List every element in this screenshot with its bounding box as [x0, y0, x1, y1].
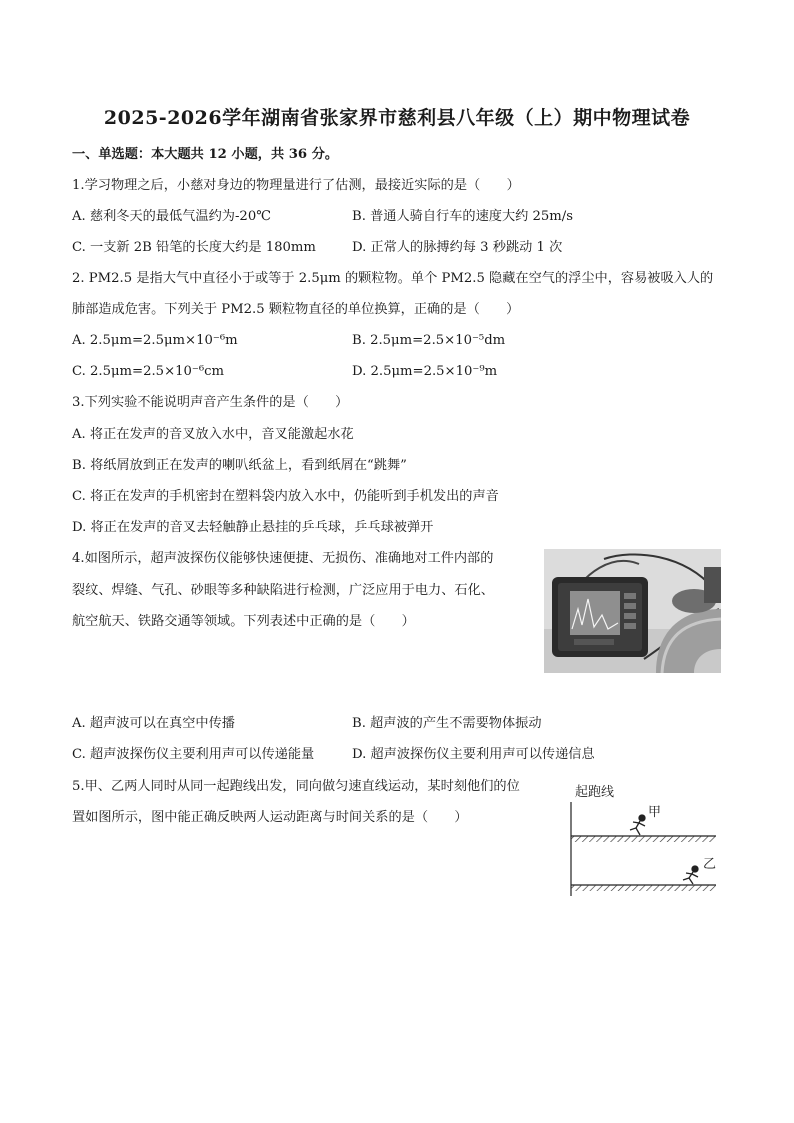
q4-stem-line1: 4.如图所示，超声波探伤仪能够快速便捷、无损伤、准确地对工件内部的: [72, 551, 494, 566]
q4-stem-line3: 航空航天、铁路交通等领域。下列表述中正确的是（ ）: [72, 614, 415, 629]
q5-stem-line1: 5.甲、乙两人同时从同一起跑线出发，同向做匀速直线运动，某时刻他们的位: [72, 779, 520, 794]
q3-option-d: D. 将正在发声的音叉去轻触静止悬挂的乒乓球，乒乓球被弹开: [72, 520, 434, 535]
q1-stem: 1.学习物理之后，小慈对身边的物理量进行了估测，最接近实际的是（ ）: [72, 178, 520, 193]
runner-b-icon: [683, 866, 698, 884]
ultrasonic-flaw-detector-photo: [544, 549, 721, 673]
q5-stem-line2: 置如图所示，图中能正确反映两人运动距离与时间关系的是（ ）: [72, 810, 468, 825]
q4-option-d: D. 超声波探伤仪主要利用声可以传递信息: [352, 747, 595, 762]
q5-track-figure: [566, 780, 721, 896]
q2-option-a: A. 2.5μm=2.5μm×10⁻⁶m: [72, 333, 238, 348]
q1-option-d: D. 正常人的脉搏约每 3 秒跳动 1 次: [352, 240, 563, 255]
q2-option-d: D. 2.5μm=2.5×10⁻⁹m: [352, 364, 498, 379]
q3-option-a: A. 将正在发声的音叉放入水中，音叉能激起水花: [72, 427, 354, 442]
q2-option-c: C. 2.5μm=2.5×10⁻⁶cm: [72, 364, 225, 379]
q3-option-c: C. 将正在发声的手机密封在塑料袋内放入水中，仍能听到手机发出的声音: [72, 489, 499, 504]
q3-option-b: B. 将纸屑放到正在发声的喇叭纸盆上，看到纸屑在“跳舞”: [72, 458, 407, 473]
q1-option-c: C. 一支新 2B 铅笔的长度大约是 180mm: [72, 240, 316, 255]
q4-stem-line2: 裂纹、焊缝、气孔、砂眼等多种缺陷进行检测，广泛应用于电力、石化、: [72, 583, 494, 598]
q2-option-b: B. 2.5μm=2.5×10⁻⁵dm: [352, 333, 506, 348]
runner-a-label: 甲: [648, 805, 662, 820]
q2-stem-line1: 2. PM2.5 是指大气中直径小于或等于 2.5μm 的颗粒物。单个 PM2.5 隐藏在空气的浮尘中，容易被吸入人的: [72, 271, 714, 286]
q4-option-c: C. 超声波探伤仪主要利用声可以传递能量: [72, 747, 315, 762]
runner-b-label: 乙: [703, 857, 717, 872]
page-title: 2025-2026学年湖南省张家界市慈利县八年级（上）期中物理试卷: [103, 107, 691, 129]
q3-stem: 3.下列实验不能说明声音产生条件的是（ ）: [72, 395, 349, 410]
runner-a-icon: [630, 815, 645, 835]
q4-option-a: A. 超声波可以在真空中传播: [72, 716, 235, 731]
start-line-label: 起跑线: [575, 785, 615, 800]
section-heading: 一、单选题：本大题共 12 小题，共 36 分。: [72, 147, 339, 162]
q1-option-b: B. 普通人骑自行车的速度大约 25m/s: [352, 209, 574, 224]
q2-stem-line2: 肺部造成危害。下列关于 PM2.5 颗粒物直径的单位换算，正确的是（ ）: [72, 302, 520, 317]
q4-option-b: B. 超声波的产生不需要物体振动: [352, 716, 542, 731]
q1-option-a: A. 慈利冬天的最低气温约为-20℃: [72, 209, 271, 224]
